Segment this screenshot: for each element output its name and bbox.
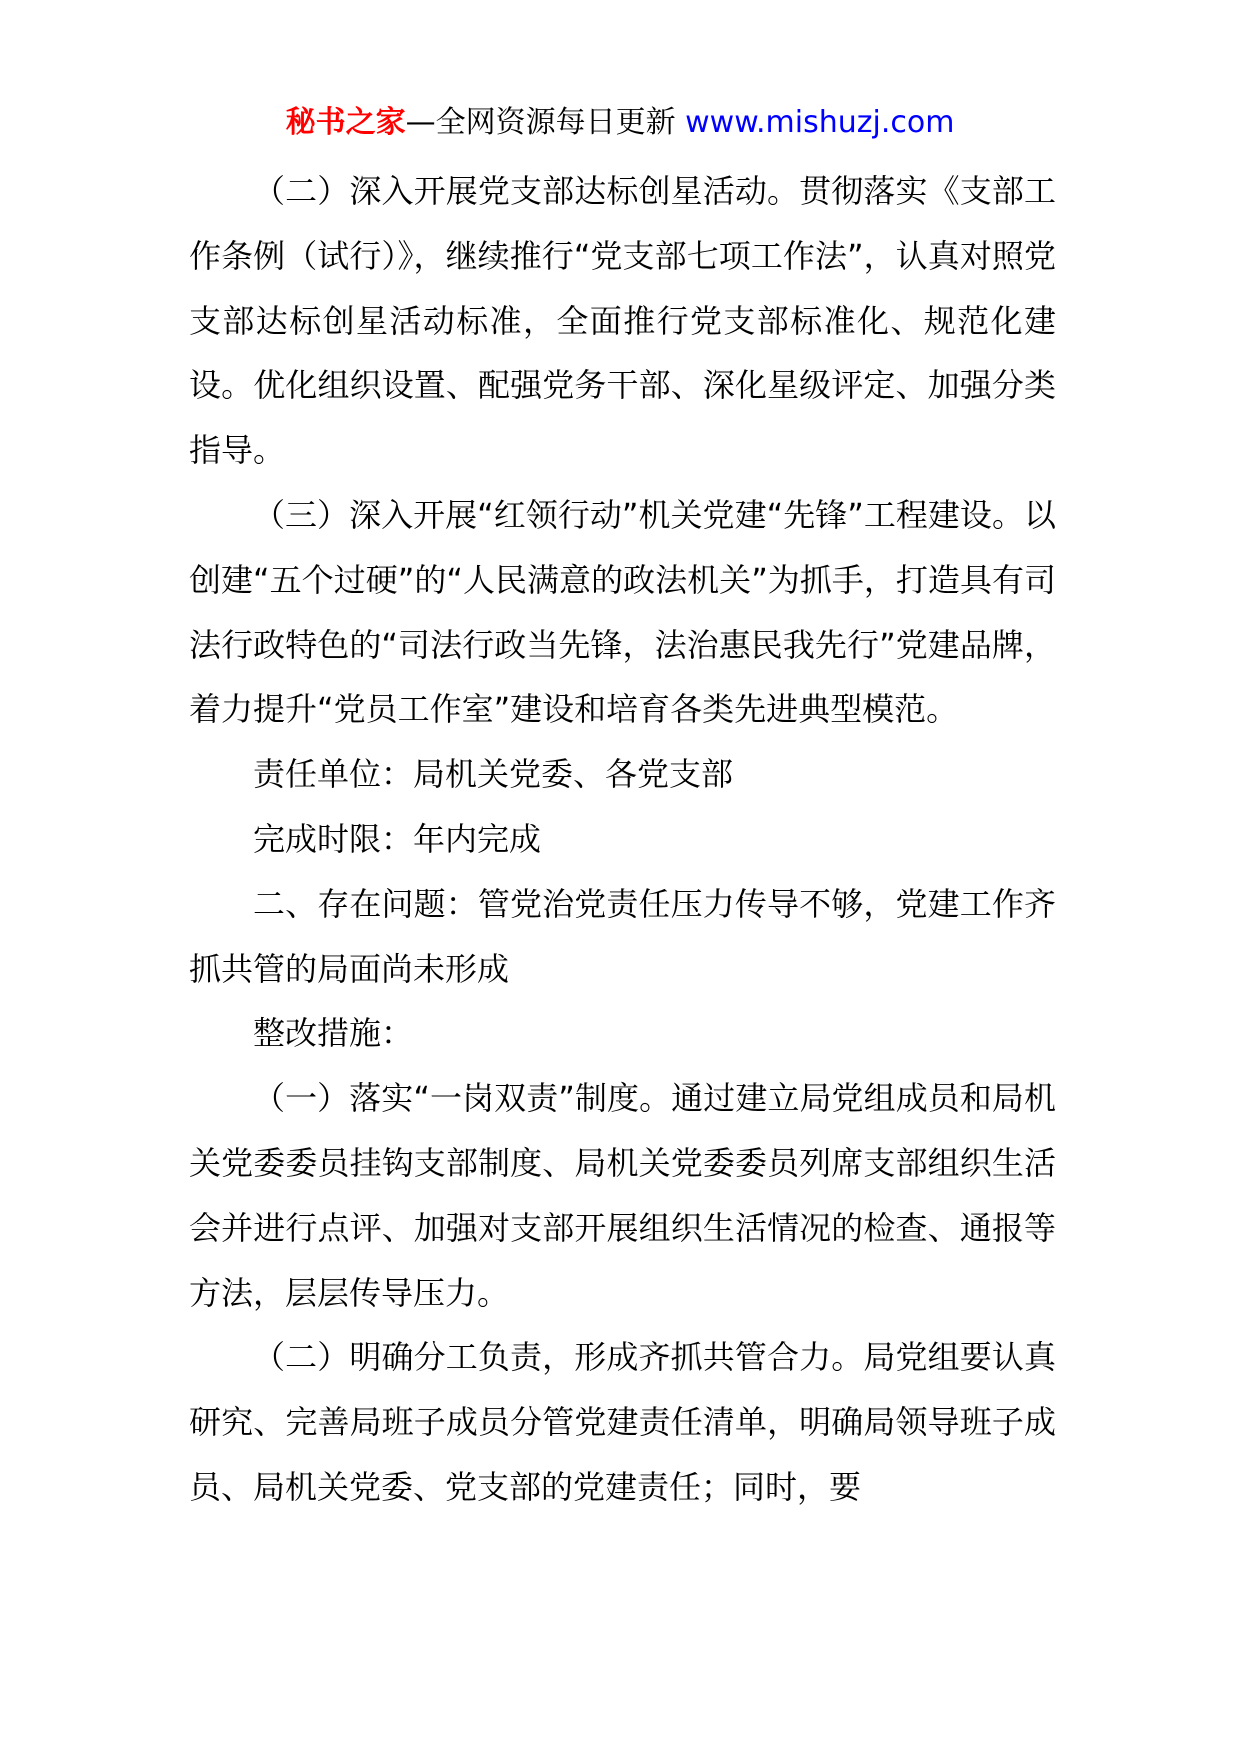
paragraph-measure-2: （二）明确分工负责，形成齐抓共管合力。局党组要认真研究、完善局班子成员分管党建责任清单，明确局领导班子成员、局机关党委、党支部的党建责任；同时，要 xyxy=(189,1338,1056,1506)
paragraph-task-3: （三）深入开展“红领行动”机关党建“先锋”工程建设。以创建“五个过硬”的“人民满意的政法机关”为抓手，打造具有司法行政特色的“司法行政当先锋，法治惠民我先行”党建品牌，着力提升“党员工作室”建设和培育各类先进典型模范。 xyxy=(189,495,1056,729)
paragraph-deadline: 完成时限：年内完成 xyxy=(253,819,542,858)
brand-name: 秘书之家 xyxy=(285,105,406,140)
document-body xyxy=(189,159,1056,1520)
paragraph-measures-heading: 整改措施： xyxy=(253,1014,414,1053)
paragraph-task-2: （二）深入开展党支部达标创星活动。贯彻落实《支部工作条例（试行）》，继续推行“党支部七项工作法”，认真对照党支部达标创星活动标准，全面推行党支部标准化、规范化建设。优化组织设置、配强党务干部、深化星级评定、加强分类指导。 xyxy=(189,172,1056,470)
site-header xyxy=(0,100,1240,146)
paragraph-issue-2: 二、存在问题：管党治党责任压力传导不够，党建工作齐抓共管的局面尚未形成 xyxy=(189,884,1056,988)
paragraph-measure-1: （一）落实“一岗双责”制度。通过建立局党组成员和局机关党委委员挂钩支部制度、局机关党委委员列席支部组织生活会并进行点评、加强对支部开展组织生活情况的检查、通报等方法，层层传导压力。 xyxy=(189,1079,1056,1312)
site-url-link[interactable]: www.mishuzj.com xyxy=(685,105,955,140)
header-tagline: —全网资源每日更新 xyxy=(405,105,686,140)
paragraph-responsible-unit: 责任单位：局机关党委、各党支部 xyxy=(253,755,734,794)
